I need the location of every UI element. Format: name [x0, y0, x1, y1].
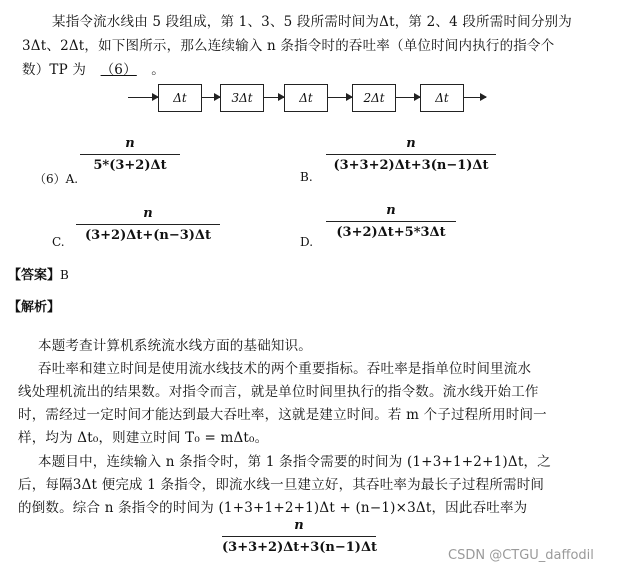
question-line-3-prefix: 数）TP 为 — [22, 62, 87, 78]
option-d-numerator: n — [386, 203, 396, 218]
option-d-label: D. — [300, 235, 314, 249]
question-line-2: 3Δt、2Δt，如下图所示，那么连续输入 n 条指令时的吞吐率（单位时间内执行的指令个 — [22, 38, 555, 54]
option-a-label: （6）A. — [34, 172, 79, 186]
watermark: CSDN @CTGU_daffodil — [448, 548, 594, 563]
answer-row — [8, 264, 69, 283]
option-b-fraction — [326, 136, 496, 173]
arrow-3-4 — [328, 97, 352, 98]
pipeline-diagram — [128, 84, 488, 114]
analysis-line-5: 样，均为 Δt₀，则建立时间 T₀ = mΔt₀。 — [18, 430, 269, 446]
pipeline-segment-1: Δt — [158, 84, 202, 112]
arrow-in — [128, 97, 158, 98]
answer-tag: 【答案】 — [8, 268, 61, 283]
final-numerator: n — [294, 518, 304, 533]
option-c-fraction — [76, 206, 220, 243]
question-line-3-suffix: 。 — [151, 62, 165, 78]
arrow-out — [464, 97, 486, 98]
option-a-denominator: 5*(3+2)Δt — [93, 158, 167, 173]
analysis-tag: 【解析】 — [8, 300, 61, 315]
final-denominator: (3+3+2)Δt+3(n−1)Δt — [222, 540, 378, 555]
answer-blank: （6） — [100, 62, 137, 78]
analysis-line-6: 本题目中，连续输入 n 条指令时，第 1 条指令需要的时间为 (1+3+1+2+1)Δt，之 — [38, 454, 551, 470]
answer-value: B — [60, 268, 69, 282]
option-a-fraction — [80, 136, 180, 173]
option-b-denominator: (3+3+2)Δt+3(n−1)Δt — [333, 158, 489, 173]
question-line-3 — [22, 58, 165, 78]
pipeline-segment-5: Δt — [420, 84, 464, 112]
option-c-denominator: (3+2)Δt+(n−3)Δt — [84, 228, 212, 243]
arrow-2-3 — [264, 97, 284, 98]
option-d-denominator: (3+2)Δt+5*3Δt — [336, 225, 446, 240]
pipeline-segment-4: 2Δt — [352, 84, 396, 112]
option-c-label: C. — [52, 235, 65, 249]
option-b-numerator: n — [406, 136, 416, 151]
option-c-numerator: n — [143, 206, 153, 221]
option-a-numerator: n — [125, 136, 135, 151]
question-line-1: 某指令流水线由 5 段组成，第 1、3、5 段所需时间为Δt，第 2、4 段所需时间分别为 — [52, 14, 572, 30]
analysis-line-7: 后，每隔3Δt 便完成 1 条指令，即流水线一旦建立好，其吞吐率为最长子过程所需时间 — [18, 477, 545, 493]
analysis-line-8: 的倒数。综合 n 条指令的时间为 (1+3+1+2+1)Δt + (n−1)×3Δt，因此吞吐率为 — [18, 500, 528, 516]
option-b-label: B. — [300, 170, 313, 184]
pipeline-segment-2: 3Δt — [220, 84, 264, 112]
analysis-line-4: 时，需经过一定时间才能达到最大吞吐率，这就是建立时间。若 m 个子过程所用时间一 — [18, 407, 547, 423]
pipeline-segment-3: Δt — [284, 84, 328, 112]
analysis-line-1: 本题考查计算机系统流水线方面的基础知识。 — [38, 338, 312, 354]
analysis-line-2: 吞吐率和建立时间是使用流水线技术的两个重要指标。吞吐率是指单位时间里流水 — [38, 361, 532, 377]
analysis-line-3: 线处理机流出的结果数。对指令而言，就是单位时间里执行的指令数。流水线开始工作 — [18, 384, 539, 400]
arrow-1-2 — [202, 97, 220, 98]
final-fraction — [222, 518, 376, 555]
option-d-fraction — [326, 203, 456, 240]
arrow-4-5 — [396, 97, 420, 98]
